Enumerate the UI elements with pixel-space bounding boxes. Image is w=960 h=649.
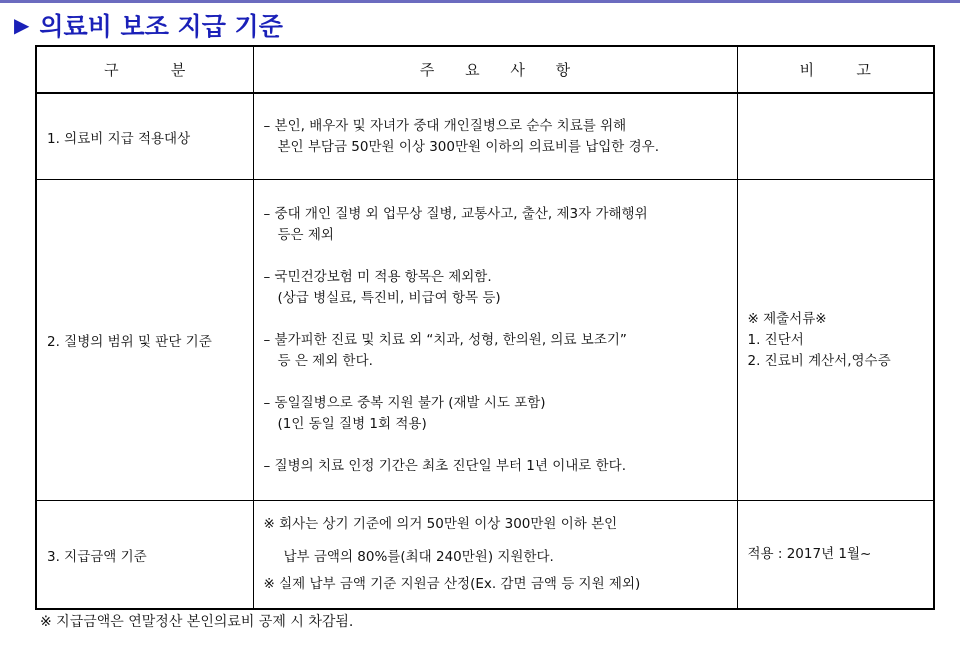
header-note-char: 고 <box>856 61 871 79</box>
top-border-line <box>0 0 960 3</box>
content-line: 납부 금액의 80%를(최대 240만원) 지원한다. <box>283 549 554 565</box>
list-item <box>264 456 729 477</box>
triangle-marker-icon: ▶ <box>14 13 30 37</box>
table-header-row <box>36 46 934 93</box>
page-title-text: 의료비 보조 지급 기준 <box>39 12 283 41</box>
content-line: – 국민건강보험 미 적용 항목은 제외함. <box>263 268 492 285</box>
content-line: 본인 부담금 50만원 이상 300만원 이하의 의료비를 납입한 경우. <box>277 138 660 155</box>
content-line: – 질병의 치료 인정 기간은 최초 진단일 부터 1년 이내로 한다. <box>263 457 626 474</box>
header-note <box>737 46 934 93</box>
list-item <box>264 204 729 246</box>
row-note <box>737 180 934 501</box>
table-row <box>36 501 934 610</box>
content-line: – 불가피한 진료 및 치료 외 “치과, 성형, 한의원, 의료 보조기” <box>263 331 627 348</box>
content-line: ※ 회사는 상기 기준에 의거 50만원 이상 300만원 이하 본인 <box>263 516 618 532</box>
page-title <box>14 8 283 42</box>
table-row <box>36 93 934 180</box>
row-content <box>253 93 737 180</box>
row-note: 적용 : 2017년 1월~ <box>737 501 934 610</box>
header-category <box>36 46 253 93</box>
list-item <box>264 393 729 435</box>
header-content-char: 항 <box>555 61 571 79</box>
row-content <box>253 501 737 610</box>
row-category: 1. 의료비 지급 적용대상 <box>36 93 253 180</box>
content-line: 등 은 제외 한다. <box>277 352 373 369</box>
header-content-char: 사 <box>510 61 525 79</box>
content-line: (상급 병실료, 특진비, 비급여 항목 등) <box>277 289 501 306</box>
header-content-char: 주 <box>419 61 435 79</box>
content-line: – 중대 개인 질병 외 업무상 질병, 교통사고, 출산, 제3자 가해행위 <box>263 205 648 222</box>
content-line: ※ 실제 납부 금액 기준 지원금 산정(Ex. 감면 금액 등 지원 제외) <box>263 576 641 592</box>
note-line: 2. 진료비 계산서,영수증 <box>747 352 891 369</box>
list-item <box>264 267 729 309</box>
note-line: ※ 제출서류※ <box>747 310 827 327</box>
header-content <box>253 46 737 93</box>
header-category-char: 구 <box>104 61 119 79</box>
header-content-char: 요 <box>465 61 480 79</box>
content-line: (1인 동일 질병 1회 적용) <box>277 415 427 432</box>
content-line: – 본인, 배우자 및 자녀가 중대 개인질병으로 순수 치료를 위해 <box>263 117 627 134</box>
note-line: 1. 진단서 <box>747 331 804 348</box>
table-row <box>36 180 934 501</box>
list-item <box>264 330 729 372</box>
row-category: 3. 지급금액 기준 <box>36 501 253 610</box>
row-note <box>737 93 934 180</box>
content-line: – 동일질병으로 중복 지원 불가 (재발 시도 포함) <box>263 394 546 411</box>
content-line: 등은 제외 <box>277 226 334 243</box>
criteria-table <box>35 45 935 610</box>
header-category-char: 분 <box>170 61 186 79</box>
row-category: 2. 질병의 범위 및 판단 기준 <box>36 180 253 501</box>
footnote: ※ 지급금액은 연말정산 본인의료비 공제 시 차감됨. <box>40 614 354 630</box>
row-content <box>253 180 737 501</box>
header-note-char: 비 <box>799 61 815 79</box>
